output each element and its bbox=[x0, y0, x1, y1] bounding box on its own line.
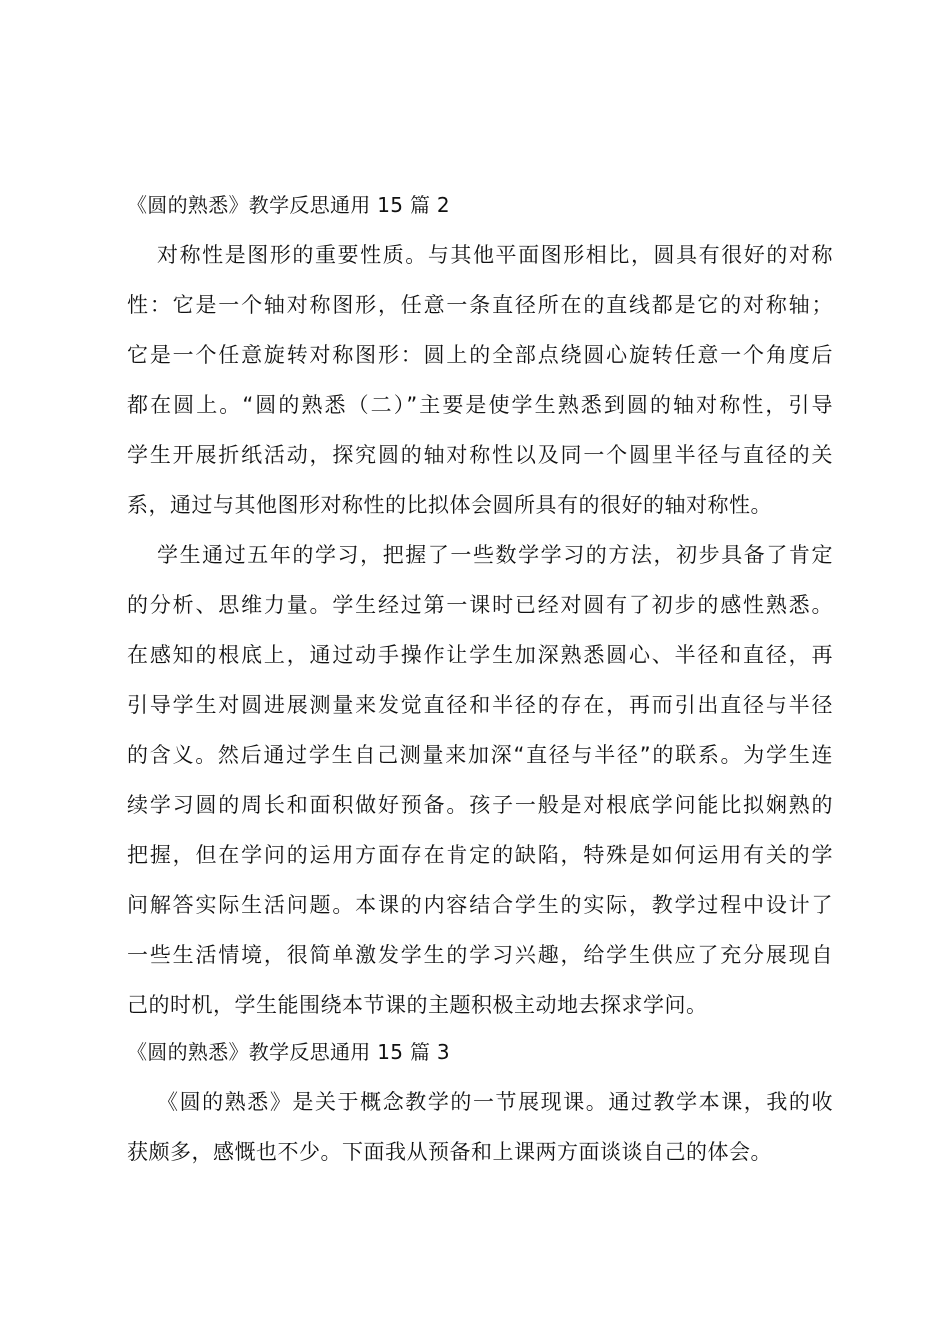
paragraph-line: 把握，但在学问的运用方面存在肯定的缺陷，特殊是如何运用有关的学 bbox=[127, 843, 833, 867]
paragraph-line: 引导学生对圆进展测量来发觉直径和半径的存在，再而引出直径与半径 bbox=[127, 693, 833, 717]
paragraph-students bbox=[127, 530, 833, 1030]
paragraph-line: 《圆的熟悉》是关于概念教学的一节展现课。通过教学本课，我的收 bbox=[157, 1090, 833, 1114]
section-heading-3 bbox=[127, 1027, 833, 1077]
paragraph-line: 性：它是一个轴对称图形，任意一条直径所在的直线都是它的对称轴； bbox=[127, 293, 833, 317]
paragraph-line: 它是一个任意旋转对称图形：圆上的全部点绕圆心旋转任意一个角度后 bbox=[127, 343, 833, 367]
paragraph-line: 学生开展折纸活动，探究圆的轴对称性以及同一个圆里半径与直径的关 bbox=[127, 443, 833, 467]
paragraph-line: 的分析、思维力量。学生经过第一课时已经对圆有了初步的感性熟悉。 bbox=[127, 593, 833, 617]
paragraph-line: 都在圆上。“圆的熟悉（二）”主要是使学生熟悉到圆的轴对称性，引导 bbox=[127, 393, 833, 417]
paragraph-line: 己的时机，学生能围绕本节课的主题积极主动地去探求学问。 bbox=[127, 993, 708, 1017]
heading-text: 《圆的熟悉》教学反思通用 15 篇 2 bbox=[127, 193, 450, 217]
paragraph-line: 系，通过与其他图形对称性的比拟体会圆所具有的很好的轴对称性。 bbox=[127, 493, 772, 517]
section-heading-2 bbox=[127, 180, 833, 230]
paragraph-line: 续学习圆的周长和面积做好预备。孩子一般是对根底学问能比拟娴熟的 bbox=[127, 793, 833, 817]
paragraph-line: 问解答实际生活问题。本课的内容结合学生的实际，教学过程中设计了 bbox=[127, 893, 833, 917]
paragraph-line: 学生通过五年的学习，把握了一些数学学习的方法，初步具备了肯定 bbox=[157, 543, 833, 567]
heading-text: 《圆的熟悉》教学反思通用 15 篇 3 bbox=[127, 1040, 450, 1064]
paragraph-intro bbox=[127, 1077, 833, 1177]
paragraph-line: 在感知的根底上，通过动手操作让学生加深熟悉圆心、半径和直径，再 bbox=[127, 643, 833, 667]
paragraph-symmetry bbox=[127, 230, 833, 530]
paragraph-line: 一些生活情境，很简单激发学生的学习兴趣，给学生供应了充分展现自 bbox=[127, 943, 833, 967]
paragraph-line: 的含义。然后通过学生自己测量来加深“直径与半径”的联系。为学生连 bbox=[127, 743, 833, 767]
paragraph-line: 对称性是图形的重要性质。与其他平面图形相比，圆具有很好的对称 bbox=[157, 243, 833, 267]
paragraph-line: 获颇多，感慨也不少。下面我从预备和上课两方面谈谈自己的体会。 bbox=[127, 1140, 772, 1164]
